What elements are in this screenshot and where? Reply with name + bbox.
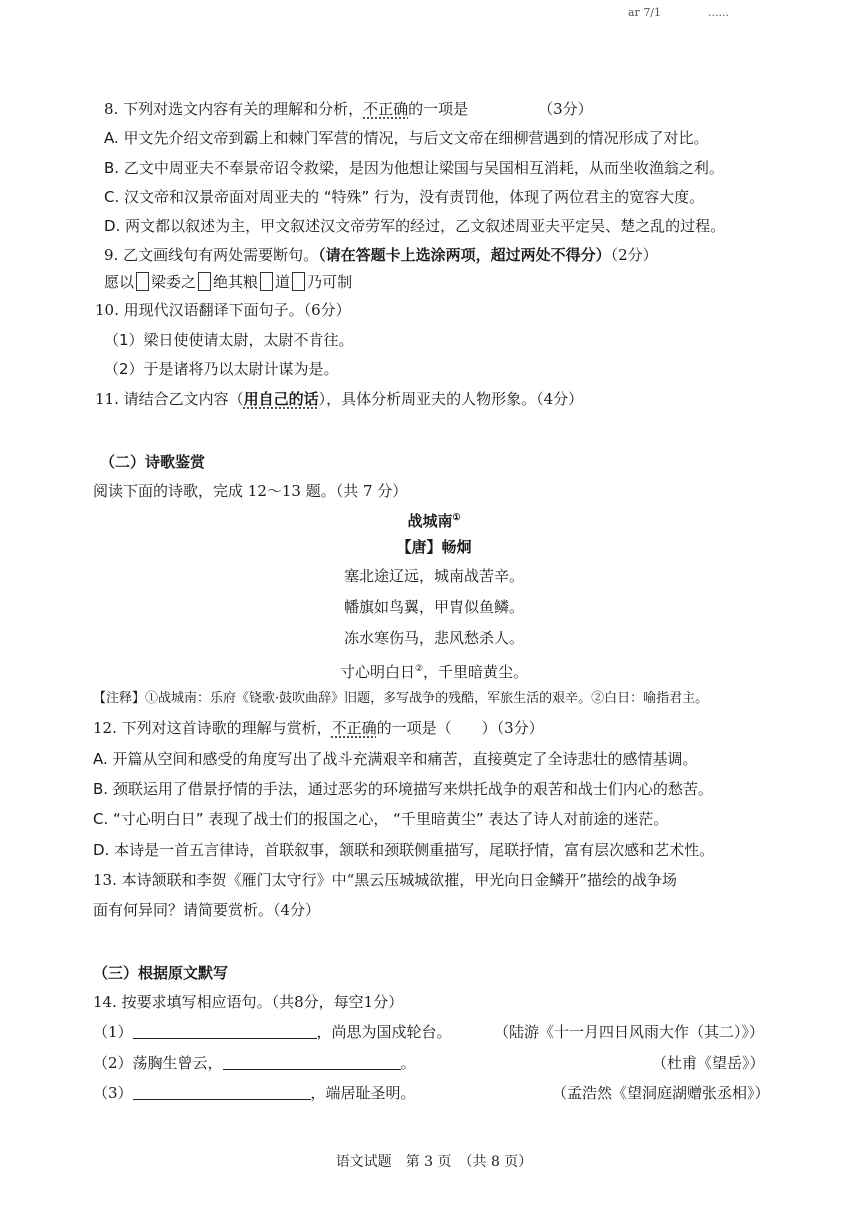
q13-stem-line-1: 13. 本诗颔联和李贺《雁门太守行》中“黑云压城城欲摧，甲光向日金鳞开”描绘的战争场 [93, 871, 677, 889]
q14-source-3: （孟浩然《望洞庭湖赠张丞相》） [552, 1084, 770, 1102]
q12-option-b: B. 颈联运用了借景抒情的手法，通过恶劣的环境描写来烘托战争的艰苦和战士们内心的愁苦。 [93, 780, 713, 798]
break-box-b[interactable] [198, 272, 211, 291]
poem-line-4: 寸心明白日②，千里暗黄尘。 [339, 663, 529, 681]
q10-item-2: （2）于是诸将乃以太尉计谋为是。 [104, 360, 339, 378]
q12-option-d: D. 本诗是一首五言律诗，首联叙事，颔联和颈联侧重描写，尾联抒情，富有层次感和艺术性。 [93, 841, 715, 859]
q8-option-d: D. 两文都以叙述为主，甲文叙述汉文帝劳军的经过，乙文叙述周亚夫平定吴、楚之乱的过程。 [104, 217, 726, 235]
q14-source-1: （陆游《十一月四日风雨大作（其二）》） [494, 1023, 765, 1041]
poem-line-1: 塞北途辽远，城南战苦辛。 [343, 567, 524, 585]
q8-option-c: C. 汉文帝和汉景帝面对周亚夫的 “特殊” 行为，没有责罚他，体现了两位君主的宽容大度。 [104, 188, 705, 206]
section-2-intro: 阅读下面的诗歌，完成 12～13 题。（共 7 分） [93, 482, 408, 500]
break-box-d[interactable] [292, 272, 305, 291]
header-scribble: ar 7/1 [628, 6, 662, 19]
q12-option-a: A. 开篇从空间和感受的角度写出了战斗充满艰辛和痛苦，直接奠定了全诗悲壮的感情基调。 [93, 750, 698, 768]
poem-title: 战城南① [407, 512, 461, 530]
q10-stem: 10. 用现代汉语翻译下面句子。（6分） [95, 301, 351, 319]
q12-option-c: C. “寸心明白日” 表现了战士们的报国之心， “千里暗黄尘” 表达了诗人对前途的迷茫。 [93, 810, 669, 828]
poem-author: 【唐】畅炯 [396, 538, 472, 556]
blank-field-2[interactable] [223, 1054, 401, 1070]
poem-line-2: 幡旗如鸟翼，甲胄似鱼鳞。 [343, 598, 524, 616]
q14-item-3: （3） ，端居耻圣明。 [93, 1084, 416, 1102]
q9-stem: 9. 乙文画线句有两处需要断句。（请在答题卡上选涂两项，超过两处不得分）（2分） [104, 246, 658, 264]
q8-option-b: B. 乙文中周亚夫不奉景帝诏令救梁，是因为他想让梁国与吴国相互消耗，从而坐收渔翁之利。 [104, 159, 724, 177]
section-3-heading: （三）根据原文默写 [93, 964, 229, 982]
q8-stem: 8. 下列对选文内容有关的理解和分析，不正确的一项是 （3分） [104, 100, 593, 118]
poem-line-3: 冻水寒伤马，悲风愁杀人。 [343, 629, 524, 647]
poem-note: 【注释】①战城南：乐府《铙歌·鼓吹曲辞》旧题，多写战争的残酷，军旅生活的艰辛。②白日：喻指君主。 [93, 691, 709, 706]
section-2-heading: （二）诗歌鉴赏 [100, 453, 206, 471]
q9-sentence: 愿以 梁委之 绝其粮 道 乃可制 [104, 273, 353, 291]
blank-field-1[interactable] [133, 1023, 317, 1039]
q13-stem-line-2: 面有何异同？请简要赏析。（4分） [93, 901, 321, 919]
break-box-a[interactable] [136, 272, 149, 291]
q12-stem: 12. 下列对这首诗歌的理解与赏析，不正确的一项是（ ）（3分） [93, 719, 544, 737]
q10-item-1: （1）梁日使使请太尉，太尉不肯往。 [104, 331, 354, 349]
q14-item-1: （1） ，尚思为国戍轮台。 [93, 1023, 452, 1041]
q11-stem: 11. 请结合乙文内容（用自己的话），具体分析周亚夫的人物形象。（4分） [95, 390, 584, 408]
blank-field-3[interactable] [133, 1084, 311, 1100]
q14-source-2: （杜甫《望岳》） [652, 1054, 765, 1072]
break-box-c[interactable] [260, 272, 273, 291]
page-footer: 语文试题 第 3 页 （共 8 页） [335, 1154, 533, 1170]
q14-stem: 14. 按要求填写相应语句。（共8分，每空1分） [93, 993, 404, 1011]
header-scribble: ...... [708, 6, 729, 19]
q14-item-2: （2）荡胸生曾云， 。 [93, 1054, 416, 1072]
q8-option-a: A. 甲文先介绍文帝到霸上和棘门军营的情况，与后文文帝在细柳营遇到的情况形成了对比。 [104, 129, 709, 147]
